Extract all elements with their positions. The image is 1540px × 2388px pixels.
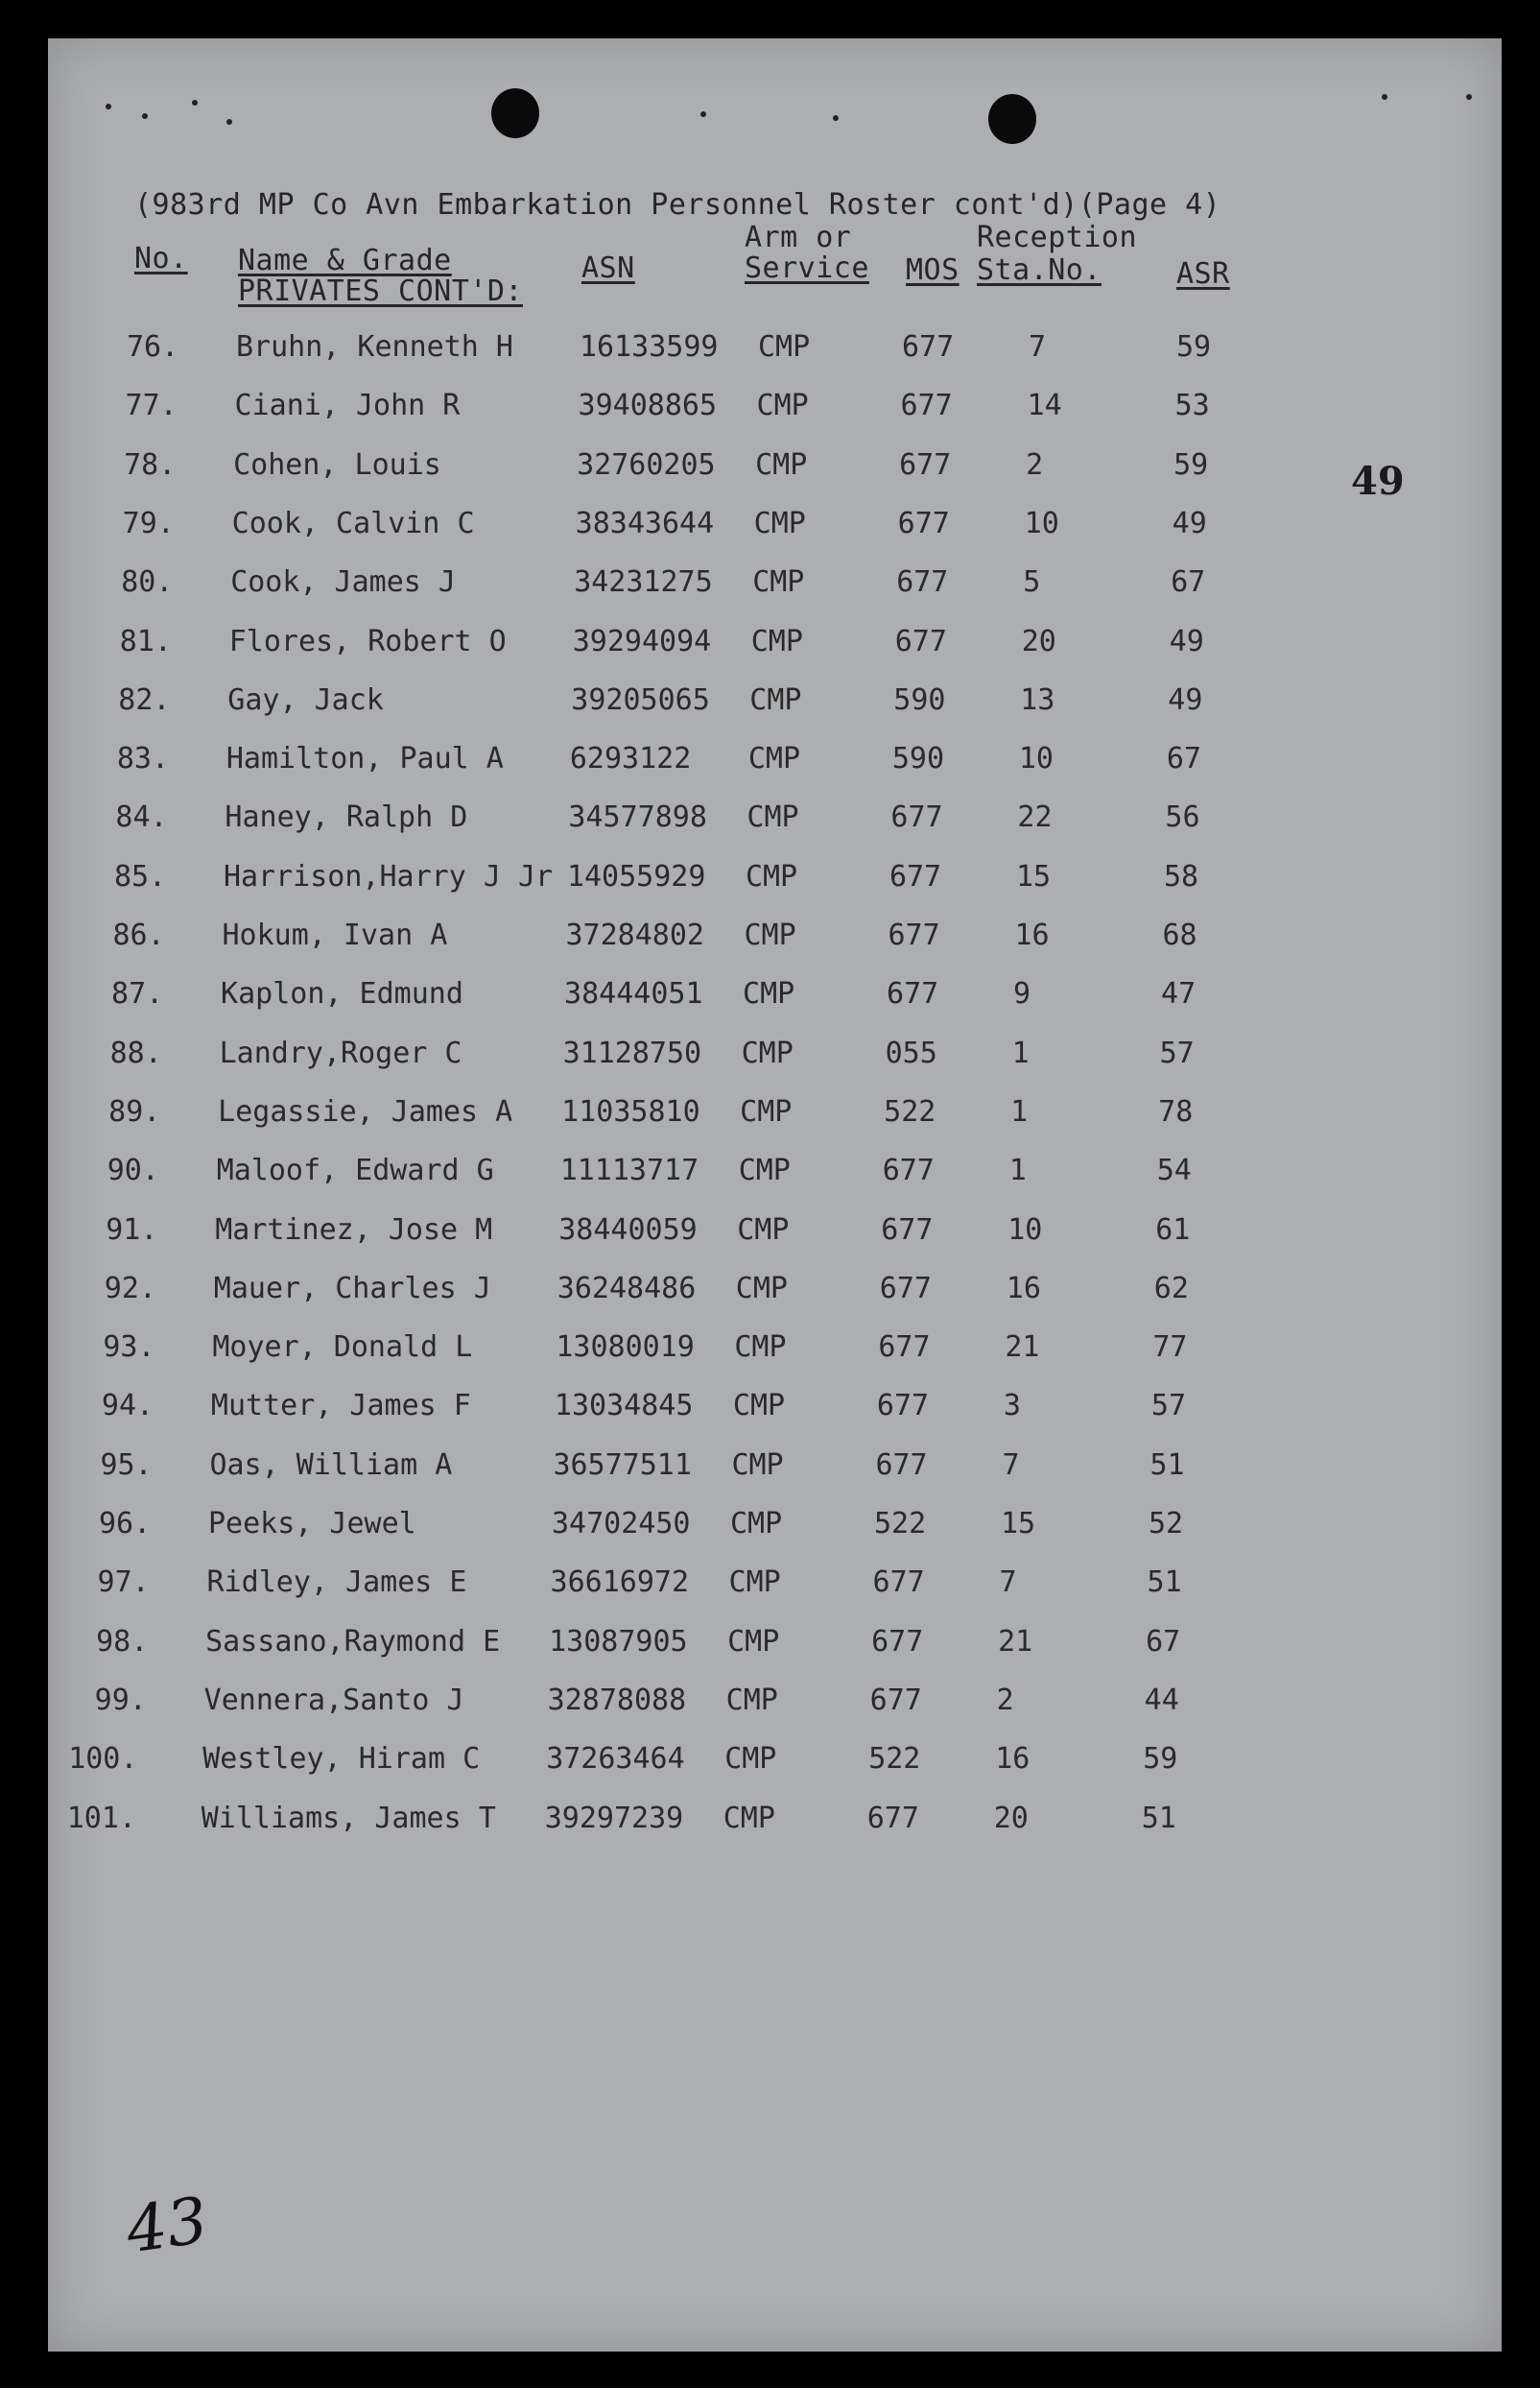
row-name-grade: Hokum, Ivan A — [222, 919, 448, 952]
row-asn: 36616972 — [550, 1565, 690, 1600]
row-mos: 677 — [888, 919, 940, 952]
row-name-grade: Westley, Hiram C — [202, 1742, 481, 1777]
table-row — [0, 919, 1540, 957]
row-mos: 677 — [872, 1565, 925, 1600]
row-mos: 522 — [874, 1507, 927, 1540]
table-row — [0, 742, 1540, 780]
row-reception-station: 16 — [995, 1742, 1031, 1777]
row-name-grade: Mauer, Charles J — [213, 1271, 491, 1305]
row-reception-station: 21 — [1005, 1330, 1040, 1365]
arm-header-line2: Service — [745, 251, 869, 285]
row-asr: 67 — [1146, 1624, 1181, 1659]
row-mos: 677 — [876, 1389, 930, 1423]
row-number: 90. — [107, 1154, 159, 1188]
row-reception-station: 16 — [1006, 1271, 1041, 1305]
row-name-grade: Harrison,Harry J Jr — [223, 859, 554, 894]
row-number: 84. — [115, 800, 168, 835]
paper-speck — [142, 113, 148, 119]
row-name-grade: Peeks, Jewel — [208, 1507, 416, 1540]
name-grade-header: Name & Grade — [238, 244, 452, 277]
row-mos: 677 — [890, 800, 943, 835]
row-arm-service: CMP — [725, 1683, 778, 1717]
table-row — [0, 1625, 1540, 1663]
row-asr: 51 — [1149, 1447, 1185, 1482]
row-mos: 677 — [875, 1447, 928, 1482]
row-asr: 59 — [1143, 1742, 1178, 1777]
row-mos: 677 — [896, 565, 949, 600]
table-row — [0, 1154, 1540, 1192]
section-label: PRIVATES CONT'D: — [238, 275, 523, 308]
row-reception-station: 10 — [1007, 1212, 1043, 1247]
row-name-grade: Maloof, Edward G — [216, 1154, 494, 1188]
row-asr: 51 — [1141, 1801, 1176, 1835]
row-number: 98. — [96, 1624, 149, 1659]
row-arm-service: CMP — [727, 1624, 780, 1659]
row-mos: 677 — [881, 1212, 934, 1247]
row-asr: 51 — [1147, 1565, 1182, 1600]
row-asn: 34231275 — [574, 565, 713, 600]
row-number: 97. — [97, 1565, 150, 1600]
row-reception-station: 21 — [998, 1624, 1033, 1659]
row-asr: 59 — [1176, 330, 1212, 364]
row-name-grade: Cohen, Louis — [233, 447, 441, 482]
row-reception-station: 20 — [993, 1801, 1029, 1835]
row-arm-service: CMP — [728, 1565, 781, 1600]
row-asr: 57 — [1150, 1389, 1187, 1423]
row-mos: 590 — [893, 682, 946, 717]
row-name-grade: Williams, James T — [201, 1801, 496, 1835]
mos-column-header: MOS — [906, 253, 960, 287]
row-asn: 39408865 — [578, 389, 718, 423]
row-asr: 52 — [1149, 1507, 1184, 1540]
row-asr: 49 — [1169, 624, 1204, 658]
row-asr: 67 — [1171, 565, 1206, 600]
row-name-grade: Flores, Robert O — [228, 624, 507, 658]
reception-header-line1: Reception — [977, 221, 1138, 254]
row-mos: 677 — [866, 1801, 919, 1835]
row-asn: 6293122 — [569, 742, 692, 776]
row-number: 76. — [127, 330, 179, 364]
paper-speck — [106, 104, 111, 109]
row-name-grade: Sassano,Raymond E — [205, 1624, 501, 1659]
row-mos: 677 — [887, 977, 939, 1012]
row-name-grade: Ciani, John R — [234, 389, 461, 423]
table-row — [0, 1684, 1540, 1722]
row-number: 92. — [104, 1271, 156, 1305]
paper-speck — [192, 100, 198, 106]
row-asn: 32878088 — [547, 1683, 687, 1717]
row-number: 86. — [112, 919, 165, 952]
row-mos: 677 — [882, 1154, 935, 1188]
table-row — [0, 1095, 1540, 1134]
row-number: 100. — [68, 1742, 138, 1777]
row-reception-station: 1 — [1008, 1154, 1027, 1188]
row-name-grade: Haney, Ralph D — [225, 800, 468, 835]
row-number: 88. — [109, 1036, 162, 1070]
roster-page — [48, 38, 1502, 2352]
row-reception-station: 3 — [1003, 1389, 1021, 1423]
row-asr: 56 — [1165, 800, 1200, 835]
table-row — [0, 800, 1540, 839]
row-name-grade: Cook, Calvin C — [231, 506, 475, 540]
row-asn: 38444051 — [564, 977, 703, 1012]
row-name-grade: Oas, William A — [209, 1447, 453, 1482]
row-arm-service: CMP — [730, 1507, 783, 1540]
row-mos: 677 — [888, 859, 942, 894]
row-arm-service: CMP — [724, 1742, 777, 1777]
row-asn: 37284802 — [565, 919, 704, 952]
row-mos: 677 — [897, 506, 950, 540]
row-name-grade: Moyer, Donald L — [212, 1330, 473, 1365]
table-row — [0, 330, 1540, 369]
row-reception-station: 7 — [1002, 1447, 1020, 1482]
row-number: 79. — [122, 506, 175, 540]
table-row — [0, 1213, 1540, 1252]
row-number: 93. — [103, 1330, 155, 1365]
row-asr: 58 — [1163, 859, 1199, 894]
row-reception-station: 15 — [1015, 859, 1052, 894]
paper-speck — [700, 111, 706, 117]
row-asn: 39294094 — [572, 624, 712, 658]
row-arm-service: CMP — [731, 1447, 784, 1482]
row-reception-station: 1 — [1010, 1094, 1029, 1129]
row-asr: 44 — [1144, 1683, 1179, 1717]
row-asn: 36577511 — [553, 1447, 692, 1482]
table-row — [0, 1037, 1540, 1075]
table-row — [0, 565, 1540, 604]
row-arm-service: CMP — [740, 1094, 793, 1129]
row-arm-service: CMP — [758, 330, 811, 364]
row-reception-station: 14 — [1027, 389, 1062, 423]
row-asn: 34577898 — [568, 800, 707, 835]
row-number: 101. — [66, 1801, 136, 1835]
row-arm-service: CMP — [732, 1389, 786, 1423]
row-asn: 38343644 — [575, 506, 715, 540]
table-row — [0, 389, 1540, 427]
table-row — [0, 1272, 1540, 1310]
row-number: 77. — [125, 389, 178, 423]
table-row — [0, 1448, 1540, 1487]
row-reception-station: 5 — [1023, 565, 1041, 600]
handwritten-mark: 43 — [122, 2183, 212, 2268]
row-reception-station: 7 — [1029, 330, 1047, 364]
row-arm-service: CMP — [747, 742, 801, 776]
row-asn: 13034845 — [554, 1389, 694, 1423]
row-name-grade: Legassie, James A — [218, 1094, 513, 1129]
row-arm-service: CMP — [756, 389, 809, 423]
row-number: 80. — [121, 565, 174, 600]
row-arm-service: CMP — [753, 506, 806, 540]
table-row — [0, 1330, 1540, 1369]
table-row — [0, 860, 1540, 898]
row-arm-service: CMP — [749, 682, 802, 717]
row-reception-station: 9 — [1013, 977, 1031, 1012]
no-column-header: No. — [134, 242, 188, 275]
row-asr: 54 — [1156, 1154, 1192, 1188]
asn-column-header: ASN — [581, 251, 635, 285]
row-number: 96. — [99, 1507, 152, 1540]
row-asn: 31128750 — [562, 1036, 702, 1070]
row-mos: 055 — [885, 1036, 937, 1070]
row-number: 89. — [108, 1094, 161, 1129]
row-reception-station: 10 — [1024, 506, 1059, 540]
row-mos: 677 — [878, 1330, 931, 1365]
row-mos: 677 — [902, 330, 955, 364]
row-name-grade: Cook, James J — [230, 565, 456, 600]
row-number: 82. — [118, 682, 171, 717]
row-reception-station: 13 — [1020, 682, 1055, 717]
table-row — [0, 1565, 1540, 1604]
row-asr: 49 — [1168, 682, 1203, 717]
row-asr: 47 — [1161, 977, 1196, 1012]
row-asr: 59 — [1173, 447, 1209, 482]
table-row — [0, 1507, 1540, 1545]
row-asn: 16133599 — [580, 330, 719, 364]
table-row — [0, 1802, 1540, 1840]
row-number: 99. — [94, 1683, 147, 1717]
row-arm-service: CMP — [744, 919, 796, 952]
row-number: 85. — [113, 859, 167, 894]
row-number: 83. — [116, 742, 170, 776]
row-name-grade: Hamilton, Paul A — [225, 742, 504, 776]
row-arm-service: CMP — [741, 1036, 794, 1070]
row-asn: 13080019 — [556, 1330, 695, 1365]
table-row — [0, 448, 1540, 487]
row-reception-station: 16 — [1014, 919, 1050, 952]
row-reception-station: 22 — [1017, 800, 1053, 835]
paper-speck — [226, 119, 232, 125]
row-name-grade: Mutter, James F — [210, 1389, 471, 1423]
page-stamp-number: 49 — [1351, 459, 1405, 504]
paper-speck — [833, 115, 839, 121]
table-row — [0, 1389, 1540, 1427]
row-number: 81. — [119, 624, 172, 658]
row-mos: 677 — [869, 1683, 922, 1717]
punch-hole-right — [988, 94, 1036, 144]
row-number: 78. — [124, 447, 177, 482]
row-asn: 39297239 — [544, 1801, 684, 1835]
reception-header-line2: Sta.No. — [977, 253, 1102, 287]
row-asn: 39205065 — [571, 682, 710, 717]
row-reception-station: 1 — [1011, 1036, 1030, 1070]
row-mos: 677 — [871, 1624, 924, 1659]
row-mos: 522 — [868, 1742, 921, 1777]
row-arm-service: CMP — [746, 800, 799, 835]
row-reception-station: 20 — [1021, 624, 1056, 658]
row-asn: 34702450 — [552, 1507, 691, 1540]
row-mos: 590 — [891, 742, 945, 776]
row-number: 87. — [111, 977, 164, 1012]
row-asr: 62 — [1153, 1271, 1189, 1305]
row-reception-station: 7 — [999, 1565, 1017, 1600]
row-name-grade: Bruhn, Kenneth H — [236, 330, 513, 364]
row-arm-service: CMP — [738, 1154, 791, 1188]
row-arm-service: CMP — [750, 624, 803, 658]
row-asr: 68 — [1162, 919, 1197, 952]
row-reception-station: 10 — [1018, 742, 1054, 776]
asr-column-header: ASR — [1176, 257, 1230, 291]
row-arm-service: CMP — [723, 1801, 775, 1835]
row-asr: 49 — [1172, 506, 1207, 540]
row-asn: 11113717 — [559, 1154, 699, 1188]
row-mos: 677 — [900, 389, 953, 423]
row-mos: 522 — [884, 1094, 936, 1129]
row-asr: 77 — [1152, 1330, 1188, 1365]
table-row — [0, 625, 1540, 663]
row-asr: 78 — [1158, 1094, 1194, 1129]
row-arm-service: CMP — [737, 1212, 790, 1247]
row-arm-service: CMP — [743, 977, 795, 1012]
row-number: 95. — [100, 1447, 153, 1482]
row-name-grade: Vennera,Santo J — [203, 1683, 464, 1717]
row-mos: 677 — [894, 624, 947, 658]
table-row — [0, 1742, 1540, 1780]
row-name-grade: Landry,Roger C — [219, 1036, 462, 1070]
row-arm-service: CMP — [735, 1271, 788, 1305]
table-row — [0, 977, 1540, 1015]
table-row — [0, 507, 1540, 545]
paper-speck — [1382, 94, 1387, 100]
row-arm-service: CMP — [745, 859, 798, 894]
row-asr: 53 — [1174, 389, 1210, 423]
row-asn: 37263464 — [546, 1742, 685, 1777]
row-mos: 677 — [879, 1271, 932, 1305]
punch-hole-left — [491, 88, 539, 138]
roster-title: (983rd MP Co Avn Embarkation Personnel Roster cont'd)(Page 4) — [134, 188, 1221, 222]
row-reception-station: 2 — [1026, 447, 1044, 482]
table-row — [0, 683, 1540, 722]
row-arm-service: CMP — [734, 1330, 787, 1365]
row-asn: 13087905 — [549, 1624, 688, 1659]
row-number: 94. — [101, 1389, 154, 1423]
row-name-grade: Gay, Jack — [227, 682, 384, 717]
row-asn: 38440059 — [558, 1212, 698, 1247]
row-name-grade: Ridley, James E — [206, 1565, 467, 1600]
row-name-grade: Kaplon, Edmund — [221, 977, 463, 1012]
row-asr: 67 — [1166, 742, 1201, 776]
row-arm-service: CMP — [752, 565, 805, 600]
paper-speck — [1466, 94, 1472, 100]
row-arm-service: CMP — [755, 447, 808, 482]
row-asn: 32760205 — [577, 447, 716, 482]
arm-header-line1: Arm or — [745, 221, 852, 254]
row-name-grade: Martinez, Jose M — [215, 1212, 493, 1247]
row-reception-station: 15 — [1001, 1507, 1036, 1540]
row-asr: 61 — [1155, 1212, 1191, 1247]
row-asr: 57 — [1159, 1036, 1195, 1070]
row-reception-station: 2 — [996, 1683, 1014, 1717]
row-asn: 36248486 — [557, 1271, 697, 1305]
row-asn: 11035810 — [561, 1094, 700, 1129]
row-number: 91. — [106, 1212, 158, 1247]
row-mos: 677 — [899, 447, 952, 482]
row-asn: 14055929 — [566, 859, 706, 894]
